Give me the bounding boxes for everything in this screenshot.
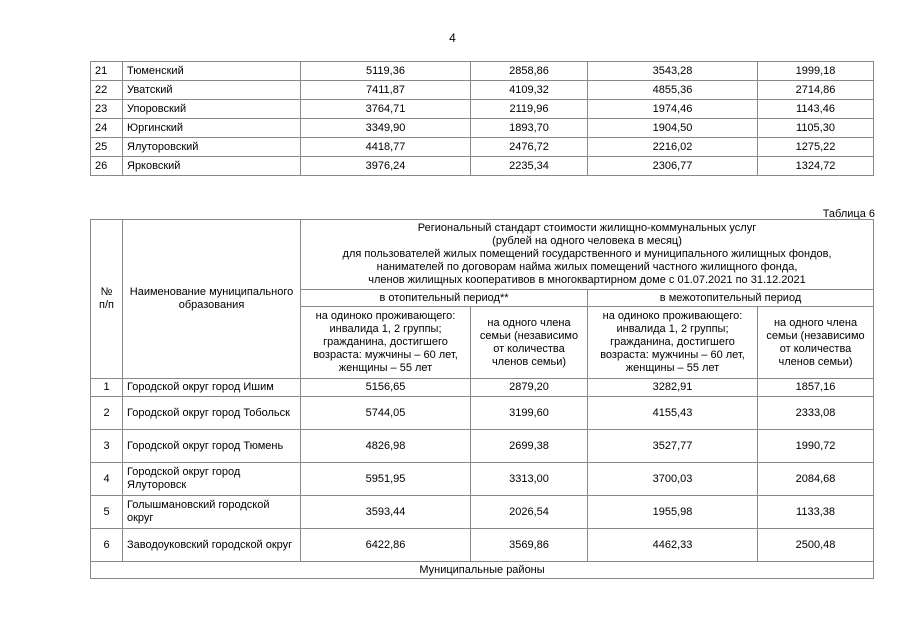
value-member-nonheating: 1275,22 [758, 138, 874, 157]
value-single-nonheating: 4855,36 [588, 81, 758, 100]
row-number: 24 [91, 119, 123, 138]
table-6 [90, 219, 874, 579]
value-single-nonheating: 3543,28 [588, 62, 758, 81]
value-member-heating: 2476,72 [471, 138, 588, 157]
value-member-heating: 2879,20 [471, 379, 588, 397]
value-member-heating: 3313,00 [471, 463, 588, 496]
header-num: № п/п [91, 220, 123, 379]
header-member-nonheating: на одного члена семьи (независимо от количества членов семьи) [758, 307, 874, 379]
row-name: Ярковский [123, 157, 301, 176]
table-row [91, 379, 874, 397]
title-line: для пользователей жилых помещений государственного и муниципального жилищных фондов, [342, 248, 832, 260]
row-name: Городской округ город Ялуторовск [123, 463, 301, 496]
table-row [91, 81, 874, 100]
row-number: 6 [91, 529, 123, 562]
row-name: Юргинский [123, 119, 301, 138]
table-row [91, 100, 874, 119]
value-single-heating: 4826,98 [301, 430, 471, 463]
header-title [301, 220, 874, 290]
row-number: 26 [91, 157, 123, 176]
row-number: 23 [91, 100, 123, 119]
value-single-nonheating: 4155,43 [588, 397, 758, 430]
value-single-nonheating: 3700,03 [588, 463, 758, 496]
title-line: нанимателей по договорам найма жилых помещений частного жилищного фонда, [376, 261, 798, 273]
table-row [91, 397, 874, 430]
value-single-heating: 6422,86 [301, 529, 471, 562]
value-member-heating: 1893,70 [471, 119, 588, 138]
row-name: Заводоуковский городской округ [123, 529, 301, 562]
header-nonheating-period: в межотопительный период [588, 290, 874, 307]
value-single-nonheating: 2306,77 [588, 157, 758, 176]
value-single-nonheating: 1955,98 [588, 496, 758, 529]
value-member-nonheating: 1990,72 [758, 430, 874, 463]
value-single-heating: 5951,95 [301, 463, 471, 496]
row-number: 25 [91, 138, 123, 157]
value-member-nonheating: 2714,86 [758, 81, 874, 100]
table-row [91, 430, 874, 463]
section-row [91, 562, 874, 579]
title-line: членов жилищных кооперативов в многоквартирном доме с 01.07.2021 по 31.12.2021 [368, 274, 806, 286]
value-member-heating: 3569,86 [471, 529, 588, 562]
value-single-nonheating: 3527,77 [588, 430, 758, 463]
value-member-heating: 2235,34 [471, 157, 588, 176]
page-number: 4 [449, 31, 456, 45]
header-member-heating: на одного члена семьи (независимо от количества членов семьи) [471, 307, 588, 379]
table-row [91, 496, 874, 529]
row-name: Голышмановский городской округ [123, 496, 301, 529]
value-member-heating: 2119,96 [471, 100, 588, 119]
value-single-nonheating: 3282,91 [588, 379, 758, 397]
row-name: Тюменский [123, 62, 301, 81]
table-label: Таблица 6 [822, 208, 875, 220]
value-single-heating: 4418,77 [301, 138, 471, 157]
value-member-heating: 3199,60 [471, 397, 588, 430]
value-member-nonheating: 1105,30 [758, 119, 874, 138]
row-number: 21 [91, 62, 123, 81]
row-name: Городской округ город Тюмень [123, 430, 301, 463]
table-row [91, 463, 874, 496]
value-single-heating: 7411,87 [301, 81, 471, 100]
value-single-heating: 5119,36 [301, 62, 471, 81]
row-number: 5 [91, 496, 123, 529]
row-number: 22 [91, 81, 123, 100]
title-line: (рублей на одного человека в месяц) [492, 235, 682, 247]
header-single-nonheating: на одиноко проживающего: инвалида 1, 2 группы; гражданина, достигшего возраста: мужчины – 60 лет, женщины – 55 лет [588, 307, 758, 379]
value-single-heating: 5156,65 [301, 379, 471, 397]
value-member-nonheating: 1133,38 [758, 496, 874, 529]
title-line: Региональный стандарт стоимости жилищно-коммунальных услуг [417, 222, 757, 234]
row-name: Ялуторовский [123, 138, 301, 157]
header-heating-period: в отопительный период** [301, 290, 588, 307]
value-member-heating: 4109,32 [471, 81, 588, 100]
value-single-heating: 3976,24 [301, 157, 471, 176]
row-number: 1 [91, 379, 123, 397]
value-member-nonheating: 2084,68 [758, 463, 874, 496]
value-single-nonheating: 1974,46 [588, 100, 758, 119]
value-member-nonheating: 1324,72 [758, 157, 874, 176]
value-member-nonheating: 1857,16 [758, 379, 874, 397]
value-single-heating: 3764,71 [301, 100, 471, 119]
value-member-nonheating: 1143,46 [758, 100, 874, 119]
table-row [91, 529, 874, 562]
header-single-heating: на одиноко проживающего: инвалида 1, 2 группы; гражданина, достигшего возраста: мужчины – 60 лет, женщины – 55 лет [301, 307, 471, 379]
section-label: Муниципальные районы [91, 562, 874, 579]
row-name: Городской округ город Ишим [123, 379, 301, 397]
value-member-heating: 2858,86 [471, 62, 588, 81]
value-single-nonheating: 2216,02 [588, 138, 758, 157]
row-name: Упоровский [123, 100, 301, 119]
table-row [91, 119, 874, 138]
row-name: Уватский [123, 81, 301, 100]
value-single-heating: 3593,44 [301, 496, 471, 529]
value-member-nonheating: 2333,08 [758, 397, 874, 430]
row-number: 4 [91, 463, 123, 496]
value-single-heating: 5744,05 [301, 397, 471, 430]
table-row [91, 138, 874, 157]
value-single-heating: 3349,90 [301, 119, 471, 138]
value-member-heating: 2026,54 [471, 496, 588, 529]
row-number: 2 [91, 397, 123, 430]
row-name: Городской округ город Тобольск [123, 397, 301, 430]
value-member-heating: 2699,38 [471, 430, 588, 463]
value-single-nonheating: 1904,50 [588, 119, 758, 138]
row-number: 3 [91, 430, 123, 463]
value-member-nonheating: 2500,48 [758, 529, 874, 562]
table-districts-continued [90, 61, 874, 176]
value-single-nonheating: 4462,33 [588, 529, 758, 562]
header-name: Наименование муниципального образования [123, 220, 301, 379]
table-row [91, 157, 874, 176]
table-row [91, 62, 874, 81]
value-member-nonheating: 1999,18 [758, 62, 874, 81]
